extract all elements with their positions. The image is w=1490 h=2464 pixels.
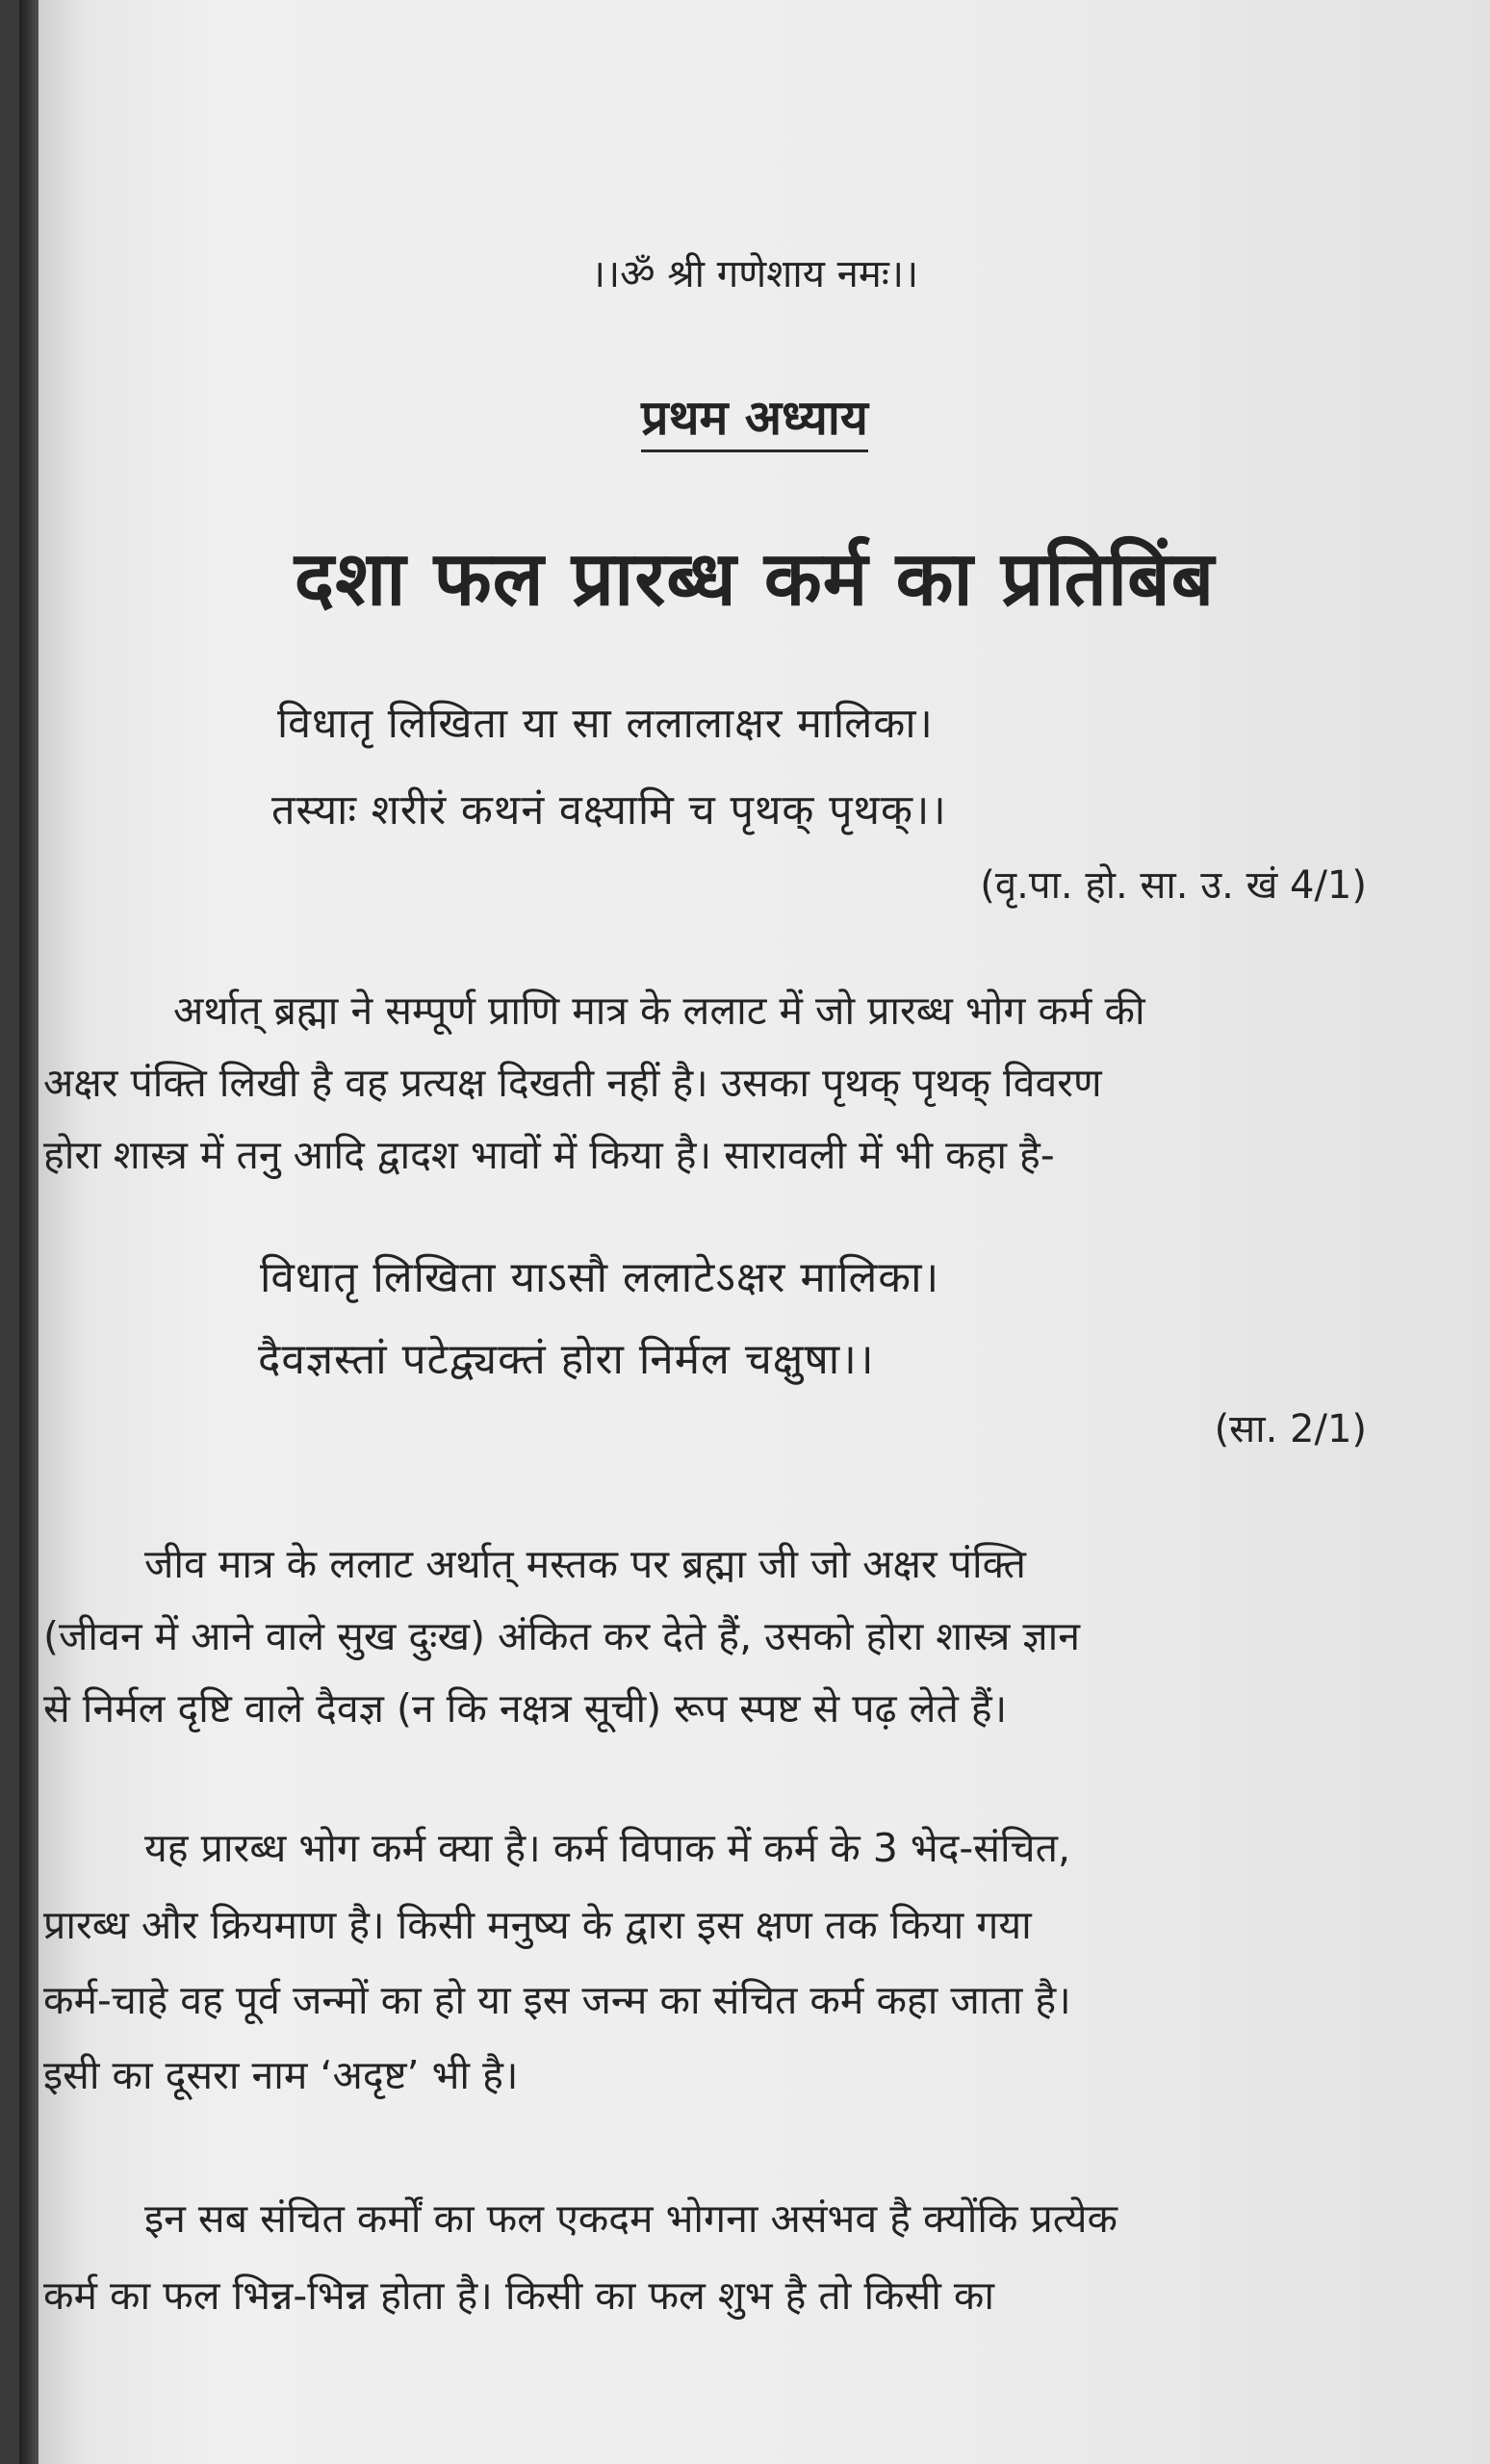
verse1-reference: (वृ.पा. हो. सा. उ. खं 4/1): [980, 863, 1367, 908]
paragraph4-line-1: इन सब संचित कर्मों का फल एकदम भोगना असंभव है क्योंकि प्रत्येक: [144, 2195, 1118, 2242]
verse2-line-2: दैवज्ञस्तां पटेद्व्यक्तं होरा निर्मल चक्षुषा।।: [258, 1335, 875, 1384]
paragraph1-line-2: अक्षर पंक्ति लिखी है वह प्रत्यक्ष दिखती नहीं है। उसका पृथक् पृथक् विवरण: [43, 1060, 1102, 1106]
invocation-line: ।।ॐ श्री गणेशाय नमः।।: [590, 252, 919, 296]
paragraph2-line-3: से निर्मल दृष्टि वाले दैवज्ञ (न कि नक्षत्र सूची) रूप स्पष्ट से पढ़ लेते हैं।: [43, 1685, 1008, 1732]
paragraph1-line-3: होरा शास्त्र में तनु आदि द्वादश भावों में किया है। सारावली में भी कहा है-: [43, 1132, 1055, 1178]
chapter-heading: [19, 383, 1490, 449]
verse2-reference: (सा. 2/1): [1214, 1407, 1367, 1451]
book-binding-shadow: [19, 0, 39, 2464]
chapter-heading-text: प्रथम अध्याय: [641, 390, 868, 452]
paragraph2-line-1: जीव मात्र के ललाट अर्थात् मस्तक पर ब्रह्मा जी जो अक्षर पंक्ति: [144, 1541, 1026, 1587]
page-title: दशा फल प्रारब्ध कर्म का प्रतिबिंब: [294, 536, 1216, 623]
paragraph3-line-2: प्रारब्ध और क्रियमाण है। किसी मनुष्य के द्वारा इस क्षण तक किया गया: [43, 1902, 1032, 1948]
book-page: [19, 0, 1490, 2464]
paragraph3-line-4: इसी का दूसरा नाम ‘अदृष्ट’ भी है।: [43, 2052, 519, 2098]
paragraph3-line-1: यह प्रारब्ध भोग कर्म क्या है। कर्म विपाक में कर्म के 3 भेद-संचित,: [144, 1825, 1070, 1871]
verse1-line-2: तस्याः शरीरं कथनं वक्ष्यामि च पृथक् पृथक्।।: [271, 786, 947, 834]
paragraph1-line-1: अर्थात् ब्रह्मा ने सम्पूर्ण प्राणि मात्र के ललाट में जो प्रारब्ध भोग कर्म की: [173, 988, 1145, 1034]
verse2-line-1: विधातृ लिखिता याऽसौ ललाटेऽक्षर मालिका।: [260, 1253, 940, 1302]
paragraph3-line-3: कर्म-चाहे वह पूर्व जन्मों का हो या इस जन्म का संचित कर्म कहा जाता है।: [43, 1977, 1071, 2023]
paragraph2-line-2: (जीवन में आने वाले सुख दुःख) अंकित कर देते हैं, उसको होरा शास्त्र ज्ञान: [43, 1613, 1081, 1659]
verse1-line-1: विधातृ लिखिता या सा ललालाक्षर मालिका।: [277, 700, 934, 748]
paragraph4-line-2: कर्म का फल भिन्न-भिन्न होता है। किसी का फल शुभ है तो किसी का: [43, 2272, 995, 2319]
